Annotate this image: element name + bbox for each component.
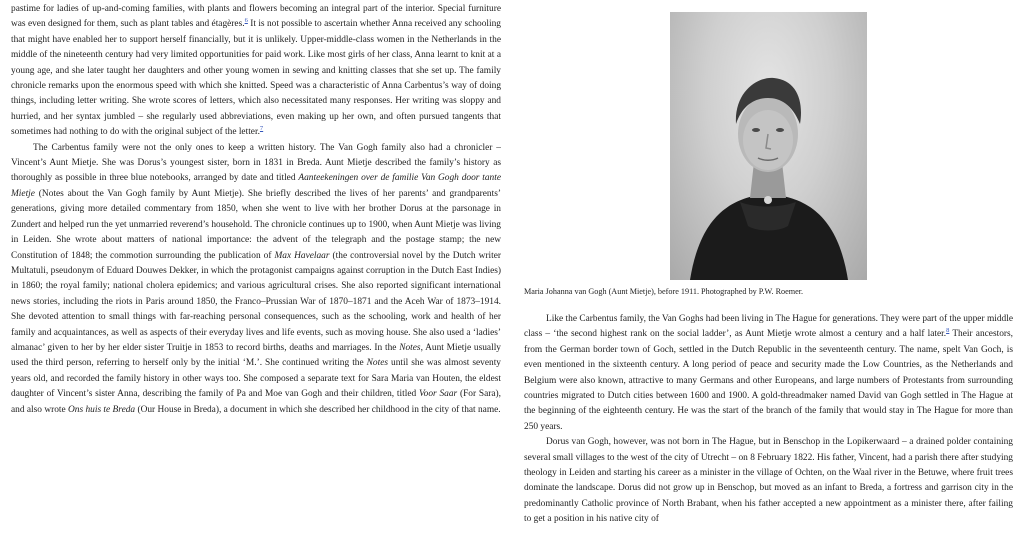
paragraph-dorus-benschop: Dorus van Gogh, however, was not born in The Hague, but in Benschop in the Lopikerwaard – a drained polder containing several small villages to the west of the city of Utrecht – on 8 February 1822. His father, Vincent, had a parish there after studying theology in Leiden and starting his career as a minister in the village of Ochten, on the Waal river in the Betuwe, where fruit trees dominate the landscape. Dorus did not grow up in Benschop, but moved as an infant to Breda, a fortress and garrison city in the predominantly Catholic province of North Brabant, when his father accepted a new appointment as a minister there, after failing to get a position in his native city of (524, 437, 1013, 525)
portrait-illustration (670, 12, 867, 280)
paragraph-aunt-mietje: The Carbentus family were not the only ones to keep a written history. The Van Gogh family also had a chronicler – Vincent’s Aunt Mietje. She was Dorus’s youngest sister, born in 1831 in Breda. Aunt Mietje described the family’s history as thoroughly as possible in three blue notebooks, arranged by date and titled Aanteekeningen over de familie Van Gogh door tante Mietje (Notes about the Van Gogh family by Aunt Mietje). She briefly described the lives of her parents’ and grandparents’ generations, giving more detailed commentary from 1850, when she went to live with her brother Dorus at the parsonage in Zundert and helped run the yet unmarried reverend’s household. The chronicle continues up to 1900, when Aunt Mietje was living in Leiden. She wrote about matters of national importance: the advent of the telegraph and the postage stamp; the new Constitution of 1848; the commotion surrounding the publication of Max Havelaar (the controversial novel by the Dutch writer Multatuli, pseudonym of Eduard Douwes Dekker, in which the protagonist campaigns against corruption in the Dutch East Indies) in 1860; the royal family; national cholera epidemics; and various agricultural crises. She also reported significant international news stories, including the riots in Paris around 1850, the Franco–Prussian War of 1870–1871 and the Aceh War of 1873–1914. She devoted attention to small things with far-reaching personal consequences, such as the schooling, work and health of her family and acquaintances, as well as aspects of their everyday lives and life events, such as moving house. She also used a ‘ladies’ almanac’ given to her by her elder sister Truitje in 1853 to record births, deaths and marriages. In the Notes, Aunt Mietje usually used the third person, referring to herself only by the initial ‘M.’. She continued writing the Notes until she was almost seventy years old, and recorded the family history in other ways too. She composed a separate text for Sara Maria van Houten, the eldest daughter of Vincent’s sister Anna, describing the family of Pa and Moe van Gogh and their children, titled Voor Saar (For Sara), and also wrote Ons huis te Breda (Our House in Breda), a document in which she described her childhood in the city of that name. (11, 142, 502, 415)
paragraph-knitting: pastime for ladies of up-and-coming families, with plants and flowers becoming an integral part of the interior. Special furniture was even designed for them, such as plant tables and étagères.$^6$ It is not possible to ascertain whether Anna received any schooling that might have enabled her to support herself financially, but it is unlikely. Upper-middle-class women in the Netherlands in the middle of the nineteenth century had very limited opportunities for paid work. Like most girls of her class, Anna learnt to knit at a young age, and she later taught her daughters and other young women in sewing and knitting classes that she set up. The family chronicle remarks upon the enormous speed with which she knitted. Speed was a characteristic of Anna Carbentus’s way of doing things, including letter writing. She wrote scores of letters, which also necessitated many responses. Her writing was sloppy and hurried, and her syntax jumbled – she regularly used abbreviations, even making up her own, and often pursued tangents that sometimes had nothing to do with the original subject of the letter.$^7$ (11, 4, 501, 138)
portrait-photo (670, 12, 867, 280)
footnote-link-7[interactable]: 7 (259, 125, 264, 133)
footnote-link-6[interactable]: 6 (244, 17, 248, 25)
right-column (524, 312, 1013, 528)
left-column (11, 2, 501, 418)
paragraph-van-gogh-hague: Like the Carbentus family, the Van Goghs had been living in The Hague for generations. They were part of the upper middle class – ‘the second highest rank on the social ladder’, as Aunt Mietje wrote almost a century and a half later.$^8$ Their ancestors, from the German border town of Goch, settled in the Dutch Republic in the seventeenth century. The name, spelt Van Goch, is even mentioned in the sixteenth century. A long period of peace and security made the Low Countries, as the Netherlands and Belgium were also known, attractive to many Germans and other Europeans, and large numbers of Protestants from surrounding countries migrated to Dutch cities between 1600 and 1900. A gold-threadmaker named David van Gogh settled in The Hague at the beginning of the eighteenth century. He was the start of the branch of the family that would stay in The Hague for more than 250 years. (524, 314, 1014, 432)
footnote-link-8[interactable]: 8 (946, 327, 950, 335)
photo-caption: Maria Johanna van Gogh (Aunt Mietje), before 1911. Photographed by P.W. Roemer. (524, 287, 804, 296)
